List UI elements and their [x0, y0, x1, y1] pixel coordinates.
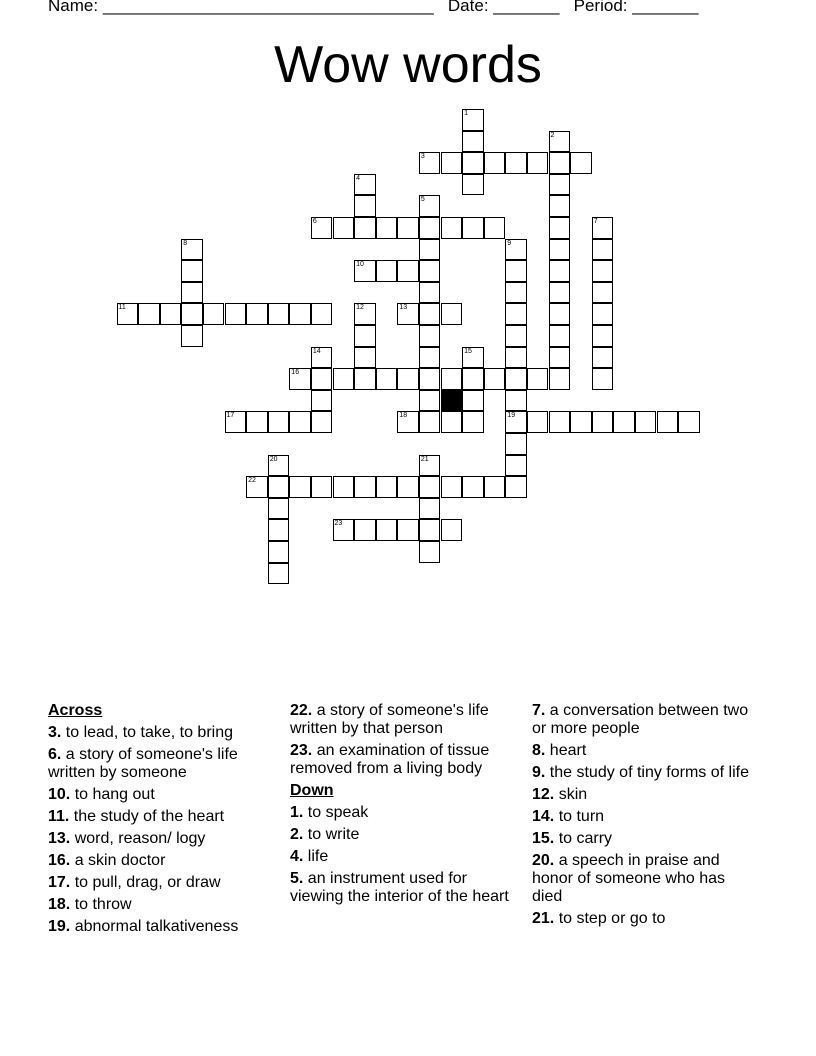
- grid-cell[interactable]: [311, 368, 333, 390]
- clue-number: 19: [507, 412, 516, 420]
- grid-cell[interactable]: [354, 519, 376, 541]
- grid-cell[interactable]: [441, 411, 463, 433]
- grid-cell[interactable]: [462, 411, 484, 433]
- grid-cell[interactable]: [289, 476, 311, 498]
- grid-cell[interactable]: [592, 303, 614, 325]
- grid-cell[interactable]: [592, 411, 614, 433]
- clue-item: [48, 786, 273, 804]
- grid-cell[interactable]: [441, 217, 463, 239]
- grid-cell[interactable]: [441, 519, 463, 541]
- grid-cell[interactable]: [527, 411, 549, 433]
- clue-item: [290, 848, 518, 866]
- grid-cell[interactable]: [505, 260, 527, 282]
- clue-number-label: 8.: [532, 742, 546, 759]
- clue-text: the study of tiny forms of life: [545, 764, 749, 781]
- clue-number: 17: [226, 412, 235, 420]
- grid-cell[interactable]: [549, 325, 571, 347]
- clue-item: [532, 830, 757, 848]
- clue-number-label: 11.: [48, 808, 70, 825]
- clue-number-label: 16.: [48, 852, 71, 869]
- grid-cell[interactable]: [657, 411, 679, 433]
- clue-number: 15: [464, 347, 472, 355]
- clue-text: to throw: [70, 896, 132, 913]
- grid-cell[interactable]: [419, 239, 441, 261]
- clue-number-label: 3.: [48, 724, 62, 741]
- grid-cell[interactable]: [570, 152, 592, 174]
- clue-text: to turn: [554, 808, 605, 825]
- clues-column-3: [532, 702, 757, 932]
- grid-cell[interactable]: [505, 368, 527, 390]
- clue-number-label: 10.: [48, 786, 71, 803]
- grid-cell[interactable]: [419, 411, 441, 433]
- clue-item: [48, 852, 273, 870]
- across-heading: Across: [48, 702, 103, 719]
- grid-cell[interactable]: [484, 368, 506, 390]
- clue-item: [532, 786, 757, 804]
- down-clue-list-continued: [532, 702, 757, 928]
- grid-cell[interactable]: [419, 498, 441, 520]
- grid-cell[interactable]: [549, 303, 571, 325]
- name-label: Name:: [48, 0, 99, 15]
- grid-cell[interactable]: [376, 519, 398, 541]
- clue-item: [48, 724, 273, 742]
- clue-number-label: 13.: [48, 830, 71, 847]
- clue-item: [532, 764, 757, 782]
- clue-number: 6: [312, 218, 317, 225]
- grid-cell[interactable]: [397, 368, 419, 390]
- clue-number-label: 1.: [290, 804, 304, 821]
- clue-number-label: 19.: [48, 918, 71, 935]
- clue-number-label: 9.: [532, 764, 546, 781]
- clue-number-label: 7.: [532, 702, 546, 719]
- down-heading: Down: [290, 782, 334, 799]
- clue-number-label: 6.: [48, 746, 62, 763]
- grid-cell[interactable]: [354, 368, 376, 390]
- grid-cell[interactable]: [397, 260, 419, 282]
- clue-text: a conversation between two or more people: [532, 702, 749, 737]
- grid-cell[interactable]: [462, 174, 484, 196]
- grid-cell[interactable]: [592, 260, 614, 282]
- clue-number: 11: [118, 304, 126, 312]
- clue-text: heart: [545, 742, 587, 759]
- date-blank[interactable]: _______: [493, 0, 560, 15]
- grid-cell[interactable]: [635, 411, 657, 433]
- clue-item: [532, 702, 757, 738]
- clue-text: a speech in praise and honor of someone who has died: [532, 852, 726, 905]
- clue-item: [290, 742, 518, 778]
- clue-item: [290, 804, 518, 822]
- period-label: Period:: [573, 0, 628, 15]
- grid-cell[interactable]: [549, 411, 571, 433]
- grid-cell[interactable]: [441, 368, 463, 390]
- grid-cell[interactable]: [397, 476, 419, 498]
- grid-cell[interactable]: [268, 541, 290, 563]
- clue-number-label: 21.: [532, 910, 555, 927]
- grid-cell[interactable]: [397, 519, 419, 541]
- clue-item: [532, 808, 757, 826]
- grid-cell[interactable]: [549, 152, 571, 174]
- grid-cell[interactable]: [333, 217, 355, 239]
- grid-cell[interactable]: [592, 368, 614, 390]
- clue-text: to hang out: [70, 786, 155, 803]
- grid-cell[interactable]: [419, 519, 441, 541]
- grid-cell[interactable]: [505, 390, 527, 412]
- clue-number: 8: [183, 239, 188, 247]
- grid-cell[interactable]: [203, 303, 225, 325]
- grid-cell[interactable]: [549, 368, 571, 390]
- clue-item: [290, 870, 518, 906]
- clue-item: [48, 808, 273, 826]
- grid-cell[interactable]: [441, 303, 463, 325]
- clue-number: 13: [399, 304, 408, 312]
- grid-cell[interactable]: [419, 282, 441, 304]
- grid-cell[interactable]: [484, 152, 506, 174]
- clue-number: 4: [356, 174, 360, 182]
- grid-cell[interactable]: [333, 368, 355, 390]
- grid-cell[interactable]: [419, 325, 441, 347]
- grid-cell[interactable]: [181, 303, 203, 325]
- grid-cell[interactable]: [678, 411, 700, 433]
- grid-cell[interactable]: [160, 303, 182, 325]
- clue-text: to carry: [554, 830, 613, 847]
- grid-cell[interactable]: [138, 303, 160, 325]
- clue-text: an examination of tissue removed from a living body: [290, 742, 490, 777]
- clue-number: 12: [356, 304, 364, 312]
- clue-number: 7: [593, 218, 598, 225]
- grid-cell[interactable]: [592, 282, 614, 304]
- clue-number-label: 18.: [48, 896, 71, 913]
- clue-text: to write: [303, 826, 360, 843]
- clue-text: a skin doctor: [70, 852, 166, 869]
- grid-cell[interactable]: [268, 411, 290, 433]
- clue-number: 22: [248, 477, 256, 485]
- grid-cell[interactable]: [505, 347, 527, 369]
- period-blank[interactable]: _______: [632, 0, 699, 15]
- clue-number-label: 23.: [290, 742, 313, 759]
- grid-cell[interactable]: [462, 368, 484, 390]
- grid-cell[interactable]: [505, 476, 527, 498]
- grid-cell[interactable]: [181, 260, 203, 282]
- grid-cell[interactable]: [592, 325, 614, 347]
- grid-cell[interactable]: [527, 152, 549, 174]
- grid-cell[interactable]: [354, 217, 376, 239]
- clue-item: [48, 896, 273, 914]
- clue-number-label: 20.: [532, 852, 555, 869]
- grid-cell[interactable]: [549, 195, 571, 217]
- clue-number-label: 5.: [290, 870, 304, 887]
- grid-cell[interactable]: [419, 541, 441, 563]
- grid-cell[interactable]: [419, 390, 441, 412]
- grid-cell[interactable]: [376, 476, 398, 498]
- grid-cell[interactable]: [268, 303, 290, 325]
- clues-column-1: [48, 702, 273, 940]
- grid-cell[interactable]: [268, 476, 290, 498]
- clue-number: 16: [291, 369, 300, 377]
- grid-block: [441, 390, 463, 412]
- clue-item: [532, 910, 757, 928]
- grid-cell[interactable]: [181, 282, 203, 304]
- clue-text: abnormal talkativeness: [70, 918, 239, 935]
- grid-cell[interactable]: [354, 476, 376, 498]
- grid-cell[interactable]: [354, 347, 376, 369]
- grid-cell[interactable]: [549, 174, 571, 196]
- grid-cell[interactable]: [549, 260, 571, 282]
- clue-number: 20: [269, 455, 278, 463]
- clue-item: [532, 852, 757, 906]
- clue-text: the study of the heart: [69, 808, 225, 825]
- clue-text: a story of someone's life written by someone: [48, 746, 238, 781]
- clue-text: word, reason/ logy: [70, 830, 206, 847]
- grid-cell[interactable]: [419, 368, 441, 390]
- grid-cell[interactable]: [289, 303, 311, 325]
- clue-item: [48, 874, 273, 892]
- grid-cell[interactable]: [505, 325, 527, 347]
- clue-text: to step or go to: [554, 910, 666, 927]
- grid-cell[interactable]: [505, 433, 527, 455]
- grid-cell[interactable]: [268, 498, 290, 520]
- clue-item: [290, 826, 518, 844]
- clue-text: to pull, drag, or draw: [70, 874, 221, 891]
- grid-cell[interactable]: [311, 476, 333, 498]
- grid-cell[interactable]: [441, 152, 463, 174]
- grid-cell[interactable]: [376, 368, 398, 390]
- grid-cell[interactable]: [549, 239, 571, 261]
- clue-item: [532, 742, 757, 760]
- grid-cell[interactable]: [354, 325, 376, 347]
- across-clue-list-continued: [290, 702, 518, 778]
- grid-cell[interactable]: [570, 411, 592, 433]
- clue-text: an instrument used for viewing the interior of the heart: [290, 870, 509, 905]
- clue-number: 14: [312, 347, 321, 355]
- grid-cell[interactable]: [225, 303, 247, 325]
- page-title: Wow words: [274, 36, 542, 94]
- grid-cell[interactable]: [462, 131, 484, 153]
- clues-column-2: [290, 702, 518, 910]
- clue-number: 1: [464, 110, 468, 117]
- grid-cell[interactable]: [419, 260, 441, 282]
- grid-cell[interactable]: [289, 411, 311, 433]
- grid-cell[interactable]: [268, 563, 290, 585]
- clue-number: 9: [507, 239, 512, 247]
- clue-number: 23: [334, 520, 343, 528]
- clue-item: [48, 746, 273, 782]
- grid-cell[interactable]: [462, 476, 484, 498]
- clue-number-label: 22.: [290, 702, 313, 719]
- clue-number: 18: [399, 412, 408, 420]
- clue-number-label: 12.: [532, 786, 555, 803]
- clue-number-label: 14.: [532, 808, 555, 825]
- date-label: Date:: [447, 0, 489, 15]
- grid-cell[interactable]: [311, 390, 333, 412]
- grid-cell[interactable]: [419, 476, 441, 498]
- grid-cell[interactable]: [462, 152, 484, 174]
- grid-cell[interactable]: [419, 217, 441, 239]
- clue-number: 21: [420, 455, 429, 463]
- clue-item: [48, 918, 273, 936]
- down-clue-list: [290, 804, 518, 906]
- grid-cell[interactable]: [462, 217, 484, 239]
- clue-text: life: [303, 848, 329, 865]
- clue-text: to speak: [303, 804, 369, 821]
- clue-text: a story of someone's life written by that person: [290, 702, 489, 737]
- across-clue-list: [48, 724, 273, 936]
- grid-cell[interactable]: [333, 476, 355, 498]
- grid-cell[interactable]: [246, 411, 268, 433]
- clue-text: skin: [554, 786, 588, 803]
- clue-number: 3: [420, 153, 425, 161]
- grid-cell[interactable]: [527, 368, 549, 390]
- grid-cell[interactable]: [419, 303, 441, 325]
- grid-cell[interactable]: [484, 476, 506, 498]
- grid-cell[interactable]: [462, 390, 484, 412]
- grid-cell[interactable]: [268, 519, 290, 541]
- clue-number: 10: [356, 261, 364, 269]
- grid-cell[interactable]: [484, 217, 506, 239]
- grid-cell[interactable]: [311, 411, 333, 433]
- clue-item: [48, 830, 273, 848]
- clue-number-label: 4.: [290, 848, 304, 865]
- grid-cell[interactable]: [505, 303, 527, 325]
- grid-cell[interactable]: [419, 347, 441, 369]
- clue-number-label: 17.: [48, 874, 71, 891]
- clue-number: 5: [420, 196, 425, 204]
- grid-cell[interactable]: [505, 455, 527, 477]
- grid-cell[interactable]: [592, 239, 614, 261]
- grid-cell[interactable]: [181, 325, 203, 347]
- grid-cell[interactable]: [505, 152, 527, 174]
- grid-cell[interactable]: [397, 217, 419, 239]
- grid-cell[interactable]: [549, 282, 571, 304]
- grid-cell[interactable]: [613, 411, 635, 433]
- clue-number: 2: [550, 131, 555, 139]
- grid-cell[interactable]: [549, 217, 571, 239]
- clue-item: [290, 702, 518, 738]
- grid-cell[interactable]: [441, 476, 463, 498]
- grid-cell[interactable]: [505, 282, 527, 304]
- name-blank[interactable]: ___________________________________: [102, 0, 434, 15]
- grid-cell[interactable]: [376, 260, 398, 282]
- clue-number-label: 2.: [290, 826, 304, 843]
- grid-cell[interactable]: [592, 347, 614, 369]
- clue-text: to lead, to take, to bring: [61, 724, 234, 741]
- grid-cell[interactable]: [354, 195, 376, 217]
- grid-cell[interactable]: [246, 303, 268, 325]
- clue-number-label: 15.: [532, 830, 555, 847]
- grid-cell[interactable]: [311, 303, 333, 325]
- grid-cell[interactable]: [549, 347, 571, 369]
- grid-cell[interactable]: [376, 217, 398, 239]
